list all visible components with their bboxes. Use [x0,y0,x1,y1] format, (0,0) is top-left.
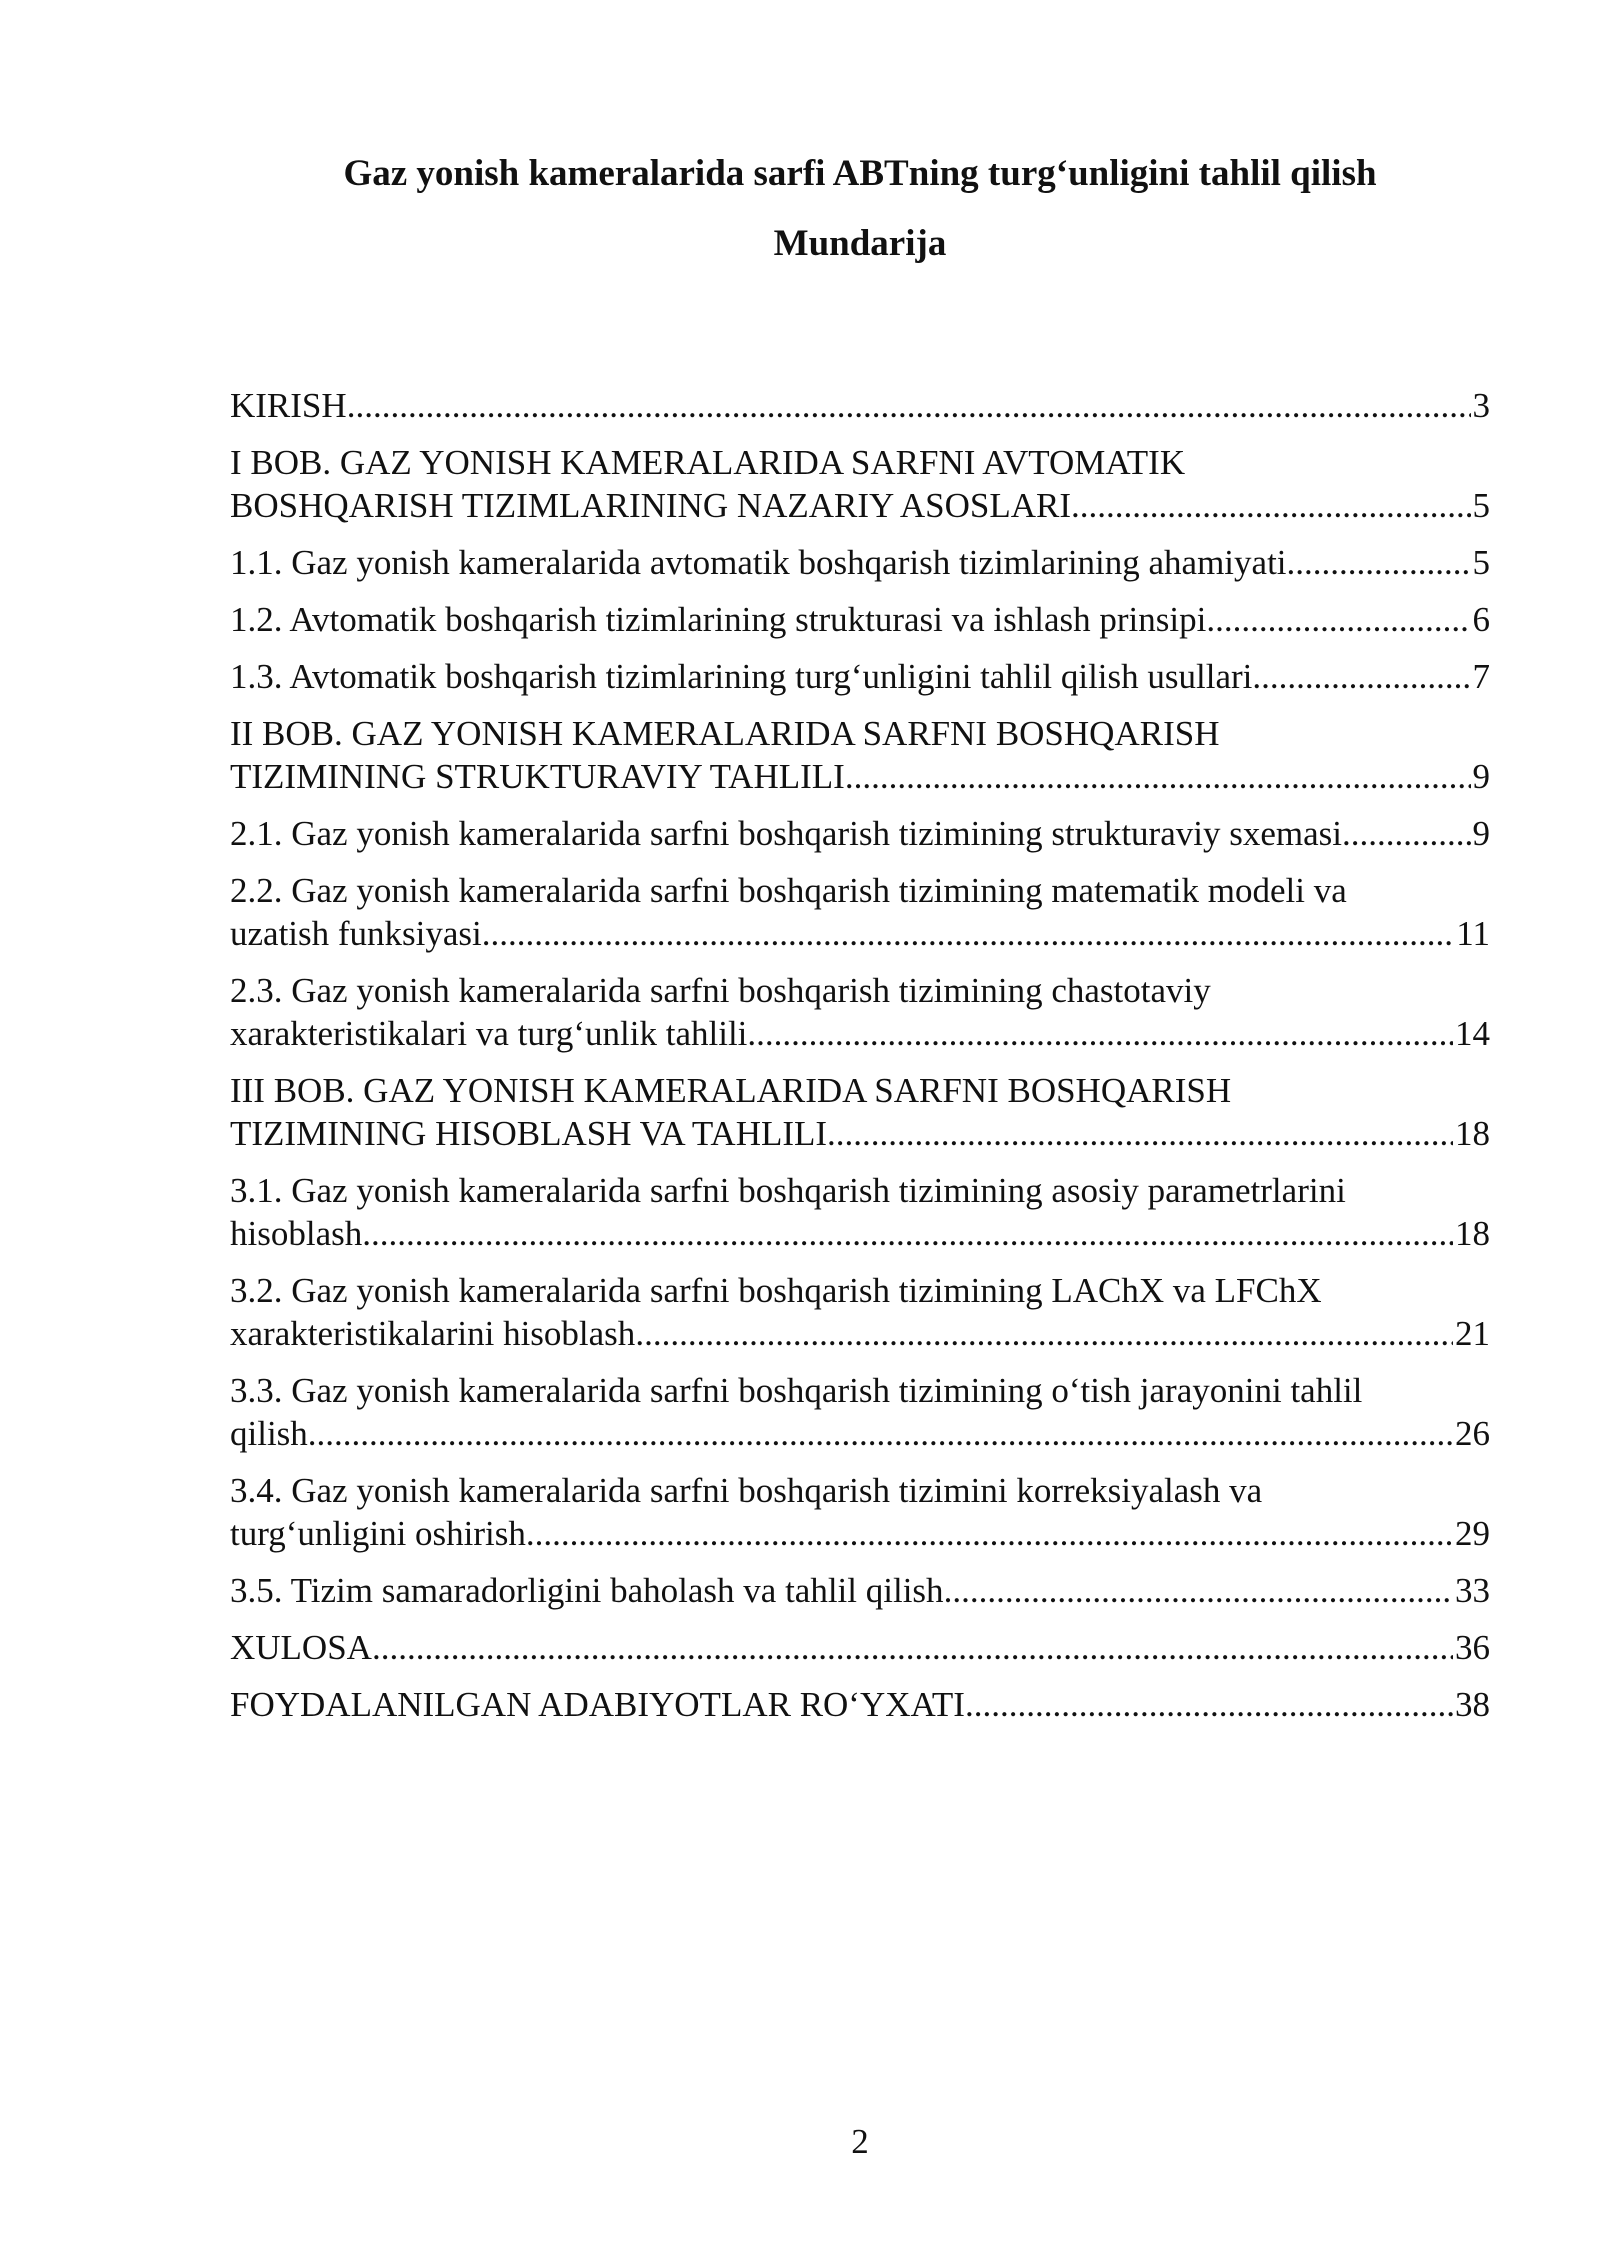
toc-entry[interactable] [230,1269,1490,1355]
toc-dot-leader [1342,812,1471,855]
toc-entry-title: uzatish funksiyasi [230,914,482,953]
toc-entry[interactable] [230,1569,1490,1612]
toc-entry[interactable] [230,712,1490,798]
toc-entry-title: BOSHQARISH TIZIMLARINING NAZARIY ASOSLARI [230,486,1071,525]
toc-entry[interactable] [230,1369,1490,1455]
toc-entry-page: 18 [1455,1214,1490,1253]
toc-entry-page: 36 [1455,1628,1490,1667]
toc-entry-title: hisoblash [230,1214,363,1253]
toc-dot-leader [1287,541,1471,584]
toc-entry-page: 11 [1456,914,1490,953]
toc-dot-leader [1252,655,1470,698]
table-of-contents [230,384,1490,1740]
toc-entry[interactable] [230,541,1490,584]
toc-entry-title: qilish [230,1414,308,1453]
toc-dot-leader [526,1512,1453,1555]
toc-entry-title-line: 2.2. Gaz yonish kameralarida sarfni boshqarish tizimining matematik modeli va [230,871,1347,910]
toc-entry-line [230,755,1490,798]
toc-entry-page: 14 [1455,1014,1490,1053]
toc-entry-page: 9 [1472,814,1490,853]
toc-entry-line [230,1012,1490,1055]
toc-dot-leader [965,1683,1453,1726]
toc-entry-title-line: 3.4. Gaz yonish kameralarida sarfni boshqarish tizimini korreksiyalash va [230,1471,1263,1510]
toc-entry[interactable] [230,969,1490,1055]
toc-entry-title: 3.5. Tizim samaradorligini baholash va tahlil qilish [230,1571,944,1610]
toc-heading: Mundarija [773,223,947,264]
toc-dot-leader [827,1112,1453,1155]
toc-dot-leader [308,1412,1453,1455]
page-number: 2 [851,2122,869,2161]
toc-entry-line [230,1412,1490,1455]
toc-entry-page: 26 [1455,1414,1490,1453]
toc-entry[interactable] [230,1469,1490,1555]
toc-entry-line [230,598,1490,641]
toc-dot-leader [362,1212,1453,1255]
toc-entry-page: 7 [1472,657,1490,696]
toc-dot-leader [1206,598,1470,641]
toc-entry[interactable] [230,1626,1490,1669]
toc-entry-title: XULOSA [230,1628,372,1667]
toc-entry-title-line: 3.2. Gaz yonish kameralarida sarfni boshqarish tizimining LAChX va LFChX [230,1271,1322,1310]
toc-entry[interactable] [230,441,1490,527]
toc-entry-title-line: II BOB. GAZ YONISH KAMERALARIDA SARFNI BOSHQARISH [230,714,1220,753]
toc-dot-leader [747,1012,1453,1055]
toc-entry-title-line: 3.3. Gaz yonish kameralarida sarfni boshqarish tizimining o‘tish jarayonini tahlil [230,1371,1363,1410]
toc-entry[interactable] [230,1069,1490,1155]
toc-entry-title: 1.3. Avtomatik boshqarish tizimlarining turg‘unligini tahlil qilish usullari [230,657,1253,696]
toc-entry-page: 9 [1472,757,1490,796]
toc-entry-page: 6 [1472,600,1490,639]
toc-entry-line [230,1512,1490,1555]
toc-entry-page: 21 [1455,1314,1490,1353]
toc-entry-title: 2.1. Gaz yonish kameralarida sarfni boshqarish tizimining strukturaviy sxemasi [230,814,1342,853]
toc-entry-title-line: 3.1. Gaz yonish kameralarida sarfni boshqarish tizimining asosiy parametrlarini [230,1171,1346,1210]
toc-dot-leader [372,1626,1453,1669]
toc-entry[interactable] [230,1683,1490,1726]
toc-entry[interactable] [230,1169,1490,1255]
toc-entry-line [230,1312,1490,1355]
toc-dot-leader [1071,484,1471,527]
toc-entry-line [230,1212,1490,1255]
toc-entry-page: 5 [1472,486,1490,525]
toc-dot-leader [635,1312,1453,1355]
toc-dot-leader [845,755,1471,798]
toc-entry-line [230,655,1490,698]
toc-entry-title: FOYDALANILGAN ADABIYOTLAR RO‘YXATI [230,1685,965,1724]
toc-entry[interactable] [230,655,1490,698]
toc-entry-line [230,384,1490,427]
toc-entry-page: 18 [1455,1114,1490,1153]
toc-dot-leader [482,912,1455,955]
toc-entry-page: 33 [1455,1571,1490,1610]
toc-entry-title: 1.1. Gaz yonish kameralarida avtomatik boshqarish tizimlarining ahamiyati [230,543,1287,582]
toc-entry-page: 29 [1455,1514,1490,1553]
toc-entry-line [230,541,1490,584]
toc-entry-title-line: 2.3. Gaz yonish kameralarida sarfni boshqarish tizimining chastotaviy [230,971,1211,1010]
toc-entry-title: KIRISH [230,386,347,425]
toc-entry-title: xarakteristikalari va turg‘unlik tahlili [230,1014,748,1053]
document-title: Gaz yonish kameralarida sarfi ABTning turg‘unligini tahlil qilish [343,153,1377,194]
toc-entry-title: TIZIMINING HISOBLASH VA TAHLILI [230,1114,828,1153]
toc-entry[interactable] [230,384,1490,427]
toc-entry-page: 3 [1472,386,1490,425]
toc-entry[interactable] [230,812,1490,855]
toc-dot-leader [944,1569,1453,1612]
toc-entry-title: TIZIMINING STRUKTURAVIY TAHLILI [230,757,845,796]
toc-entry-line [230,912,1490,955]
toc-entry[interactable] [230,869,1490,955]
toc-entry-line [230,1569,1490,1612]
toc-entry-page: 38 [1455,1685,1490,1724]
toc-entry-line [230,1626,1490,1669]
toc-entry-line [230,484,1490,527]
toc-entry-line [230,1683,1490,1726]
toc-entry[interactable] [230,598,1490,641]
toc-entry-title-line: III BOB. GAZ YONISH KAMERALARIDA SARFNI BOSHQARISH [230,1071,1232,1110]
toc-entry-line [230,1112,1490,1155]
toc-entry-title: xarakteristikalarini hisoblash [230,1314,636,1353]
toc-dot-leader [347,384,1471,427]
toc-entry-title: 1.2. Avtomatik boshqarish tizimlarining strukturasi va ishlash prinsipi [230,600,1207,639]
toc-entry-title: turg‘unligini oshirish [230,1514,526,1553]
toc-entry-line [230,812,1490,855]
toc-entry-title-line: I BOB. GAZ YONISH KAMERALARIDA SARFNI AVTOMATIK [230,443,1186,482]
toc-entry-page: 5 [1472,543,1490,582]
